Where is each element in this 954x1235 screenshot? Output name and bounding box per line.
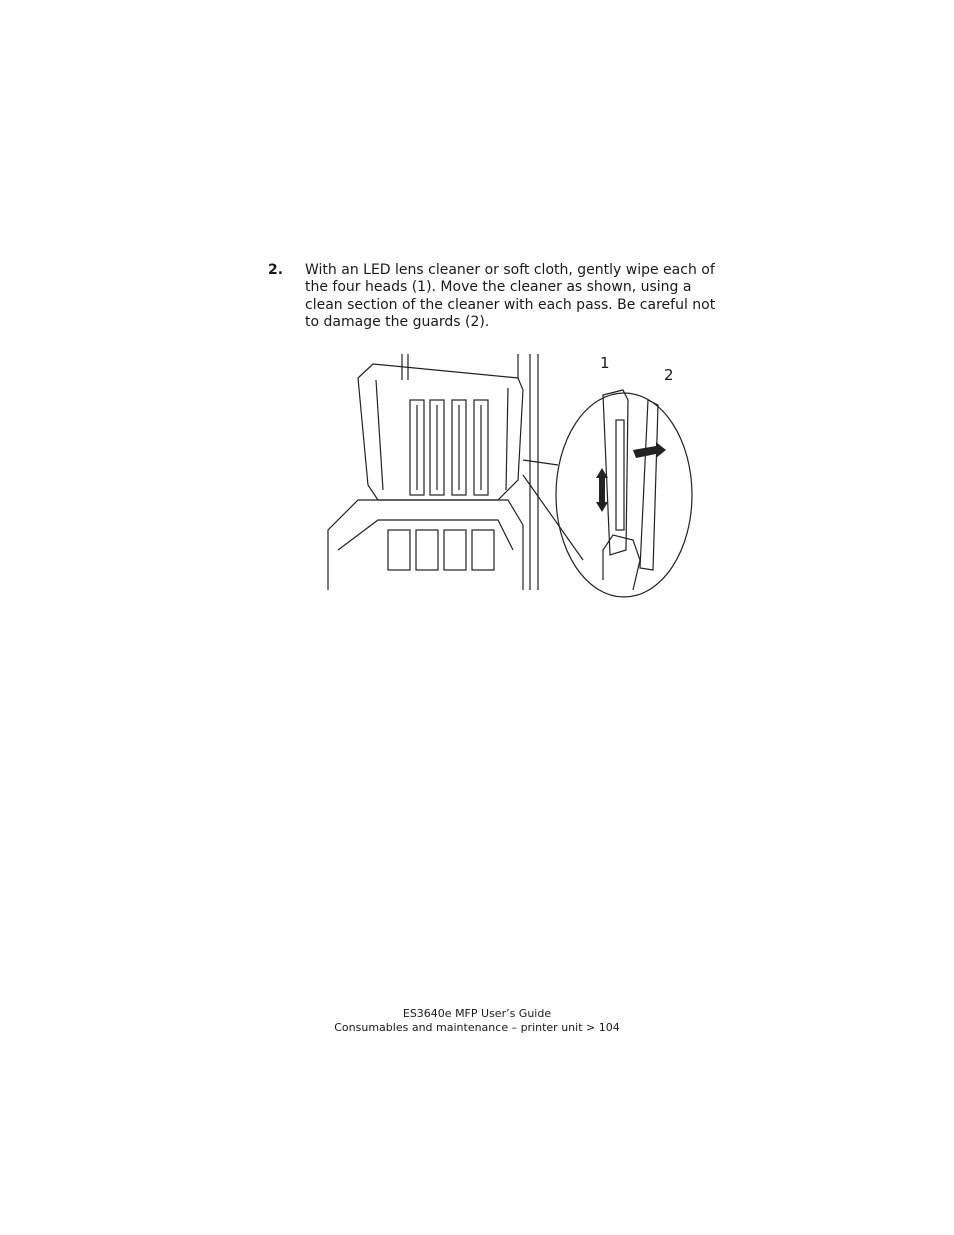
footer-title: ES3640e MFP User’s Guide <box>402 1007 552 1020</box>
right-arrow-icon <box>633 442 666 458</box>
magnified-led-head <box>616 420 624 530</box>
callout-2: 2 <box>664 366 674 384</box>
hand <box>603 535 640 590</box>
printer-drawing <box>318 350 698 600</box>
printer-illustration <box>318 350 698 600</box>
callout-1: 1 <box>600 354 610 372</box>
footer-section: Consumables and maintenance – printer unit > 104 <box>334 1021 620 1034</box>
magnified-guard <box>640 400 658 570</box>
step-text: With an LED lens cleaner or soft cloth, gently wipe each of the four heads (1). Move the cleaner as shown, using a clean section of the cleaner with each pass. Be careful not to damage the guards (2). <box>305 262 716 331</box>
step-number: 2. <box>268 262 284 278</box>
